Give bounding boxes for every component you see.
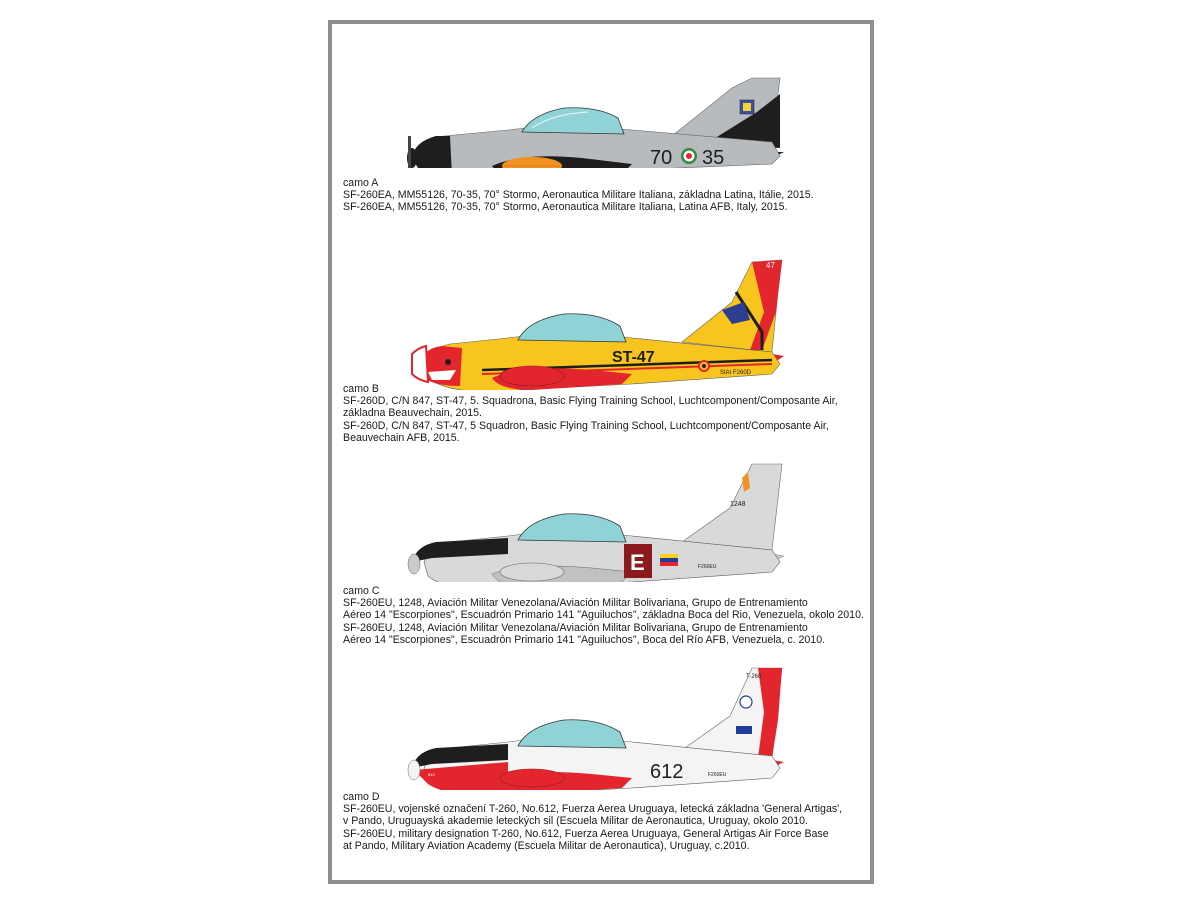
caption-line: SF-260EU, 1248, Aviación Militar Venezolana/Aviación Militar Bolivariana, Grupo de Entrenamiento [343,597,808,610]
caption-line: at Pando, Military Aviation Academy (Escuela Militar de Aeronautica), Uruguay, c.2010. [343,839,750,852]
flag-icon [736,726,752,734]
type-text: F260EU [698,564,717,570]
fin-number: 47 [766,261,775,270]
caption-line: SF-260EA, MM55126, 70-35, 70° Stormo, Aeronautica Militare Italiana, základna Latina, Itálie, 2015. [343,189,814,202]
type-text: SIAI F260D [720,370,752,376]
flag-icon [660,554,678,558]
fuselage-letter: E [630,550,645,575]
caption-label: camo D [343,791,380,803]
caption-line: SF-260EU, vojenské označení T-260, No.612, Fuerza Aerea Uruguaya, letecká základna 'General Artigas', [343,803,843,816]
aircraft-profile-camo-b [332,252,870,390]
aircraft-profile-camo-c [332,458,870,582]
type-text: F260EU [708,772,727,778]
caption-line: v Pando, Uruguayská akademie leteckých sil (Escuela Militar de Aeronautica, Uruguay, okolo 2010. [343,815,808,828]
caption-label: camo B [343,383,379,395]
caption-label: camo A [343,177,379,189]
aircraft-profile-camo-d [332,660,870,790]
fuselage-code-right: 35 [702,147,725,168]
caption-line: SF-260D, C/N 847, ST-47, 5. Squadrona, Basic Flying Training School, Luchtcomponent/Composante Air, [343,395,838,408]
fin-text: T-260 [746,674,762,680]
caption-line: SF-260EA, MM55126, 70-35, 70° Stormo, Aeronautica Militare Italiana, Latina AFB, Italy, 2015. [343,201,788,214]
fuselage-number: 612 [650,761,684,783]
roundel-icon [740,696,752,708]
caption-label: camo C [343,585,380,597]
aircraft-profile-camo-a [332,48,870,168]
caption-camo-a [343,177,863,214]
caption-line: Aéreo 14 "Escorpiones", Escuadrón Primario 141 "Aguiluchos", Boca del Río AFB, Venezuela, c. 2010. [343,633,826,646]
fuselage-code-left: 70 [650,147,673,168]
fuselage-code: ST-47 [612,349,655,366]
caption-line: Beauvechain AFB, 2015. [343,431,460,444]
caption-line: Aéreo 14 "Escorpiones", Escuadrón Primario 141 "Aguiluchos", základna Boca del Rio, Venezuela, okolo 2010. [343,609,864,622]
caption-line: SF-260EU, 1248, Aviación Militar Venezolana/Aviación Militar Bolivariana, Grupo de Entrenamiento [343,621,808,634]
nose-number: 612 [428,772,435,777]
roundel-icon [686,153,692,159]
caption-camo-c [343,585,863,646]
caption-line: SF-260EU, military designation T-260, No.612, Fuerza Aerea Uruguaya, General Artigas Air Force Base [343,827,829,840]
fin-number: 1248 [730,501,746,508]
caption-camo-b [343,383,863,444]
caption-line: základna Beauvechain, 2015. [343,407,483,420]
roundel-icon [702,364,706,368]
caption-line: SF-260D, C/N 847, ST-47, 5 Squadron, Basic Flying Training School, Luchtcomponent/Composante Air, [343,419,829,432]
propeller-icon [408,136,411,168]
caption-camo-d [343,791,863,852]
profile-sheet [328,20,874,884]
